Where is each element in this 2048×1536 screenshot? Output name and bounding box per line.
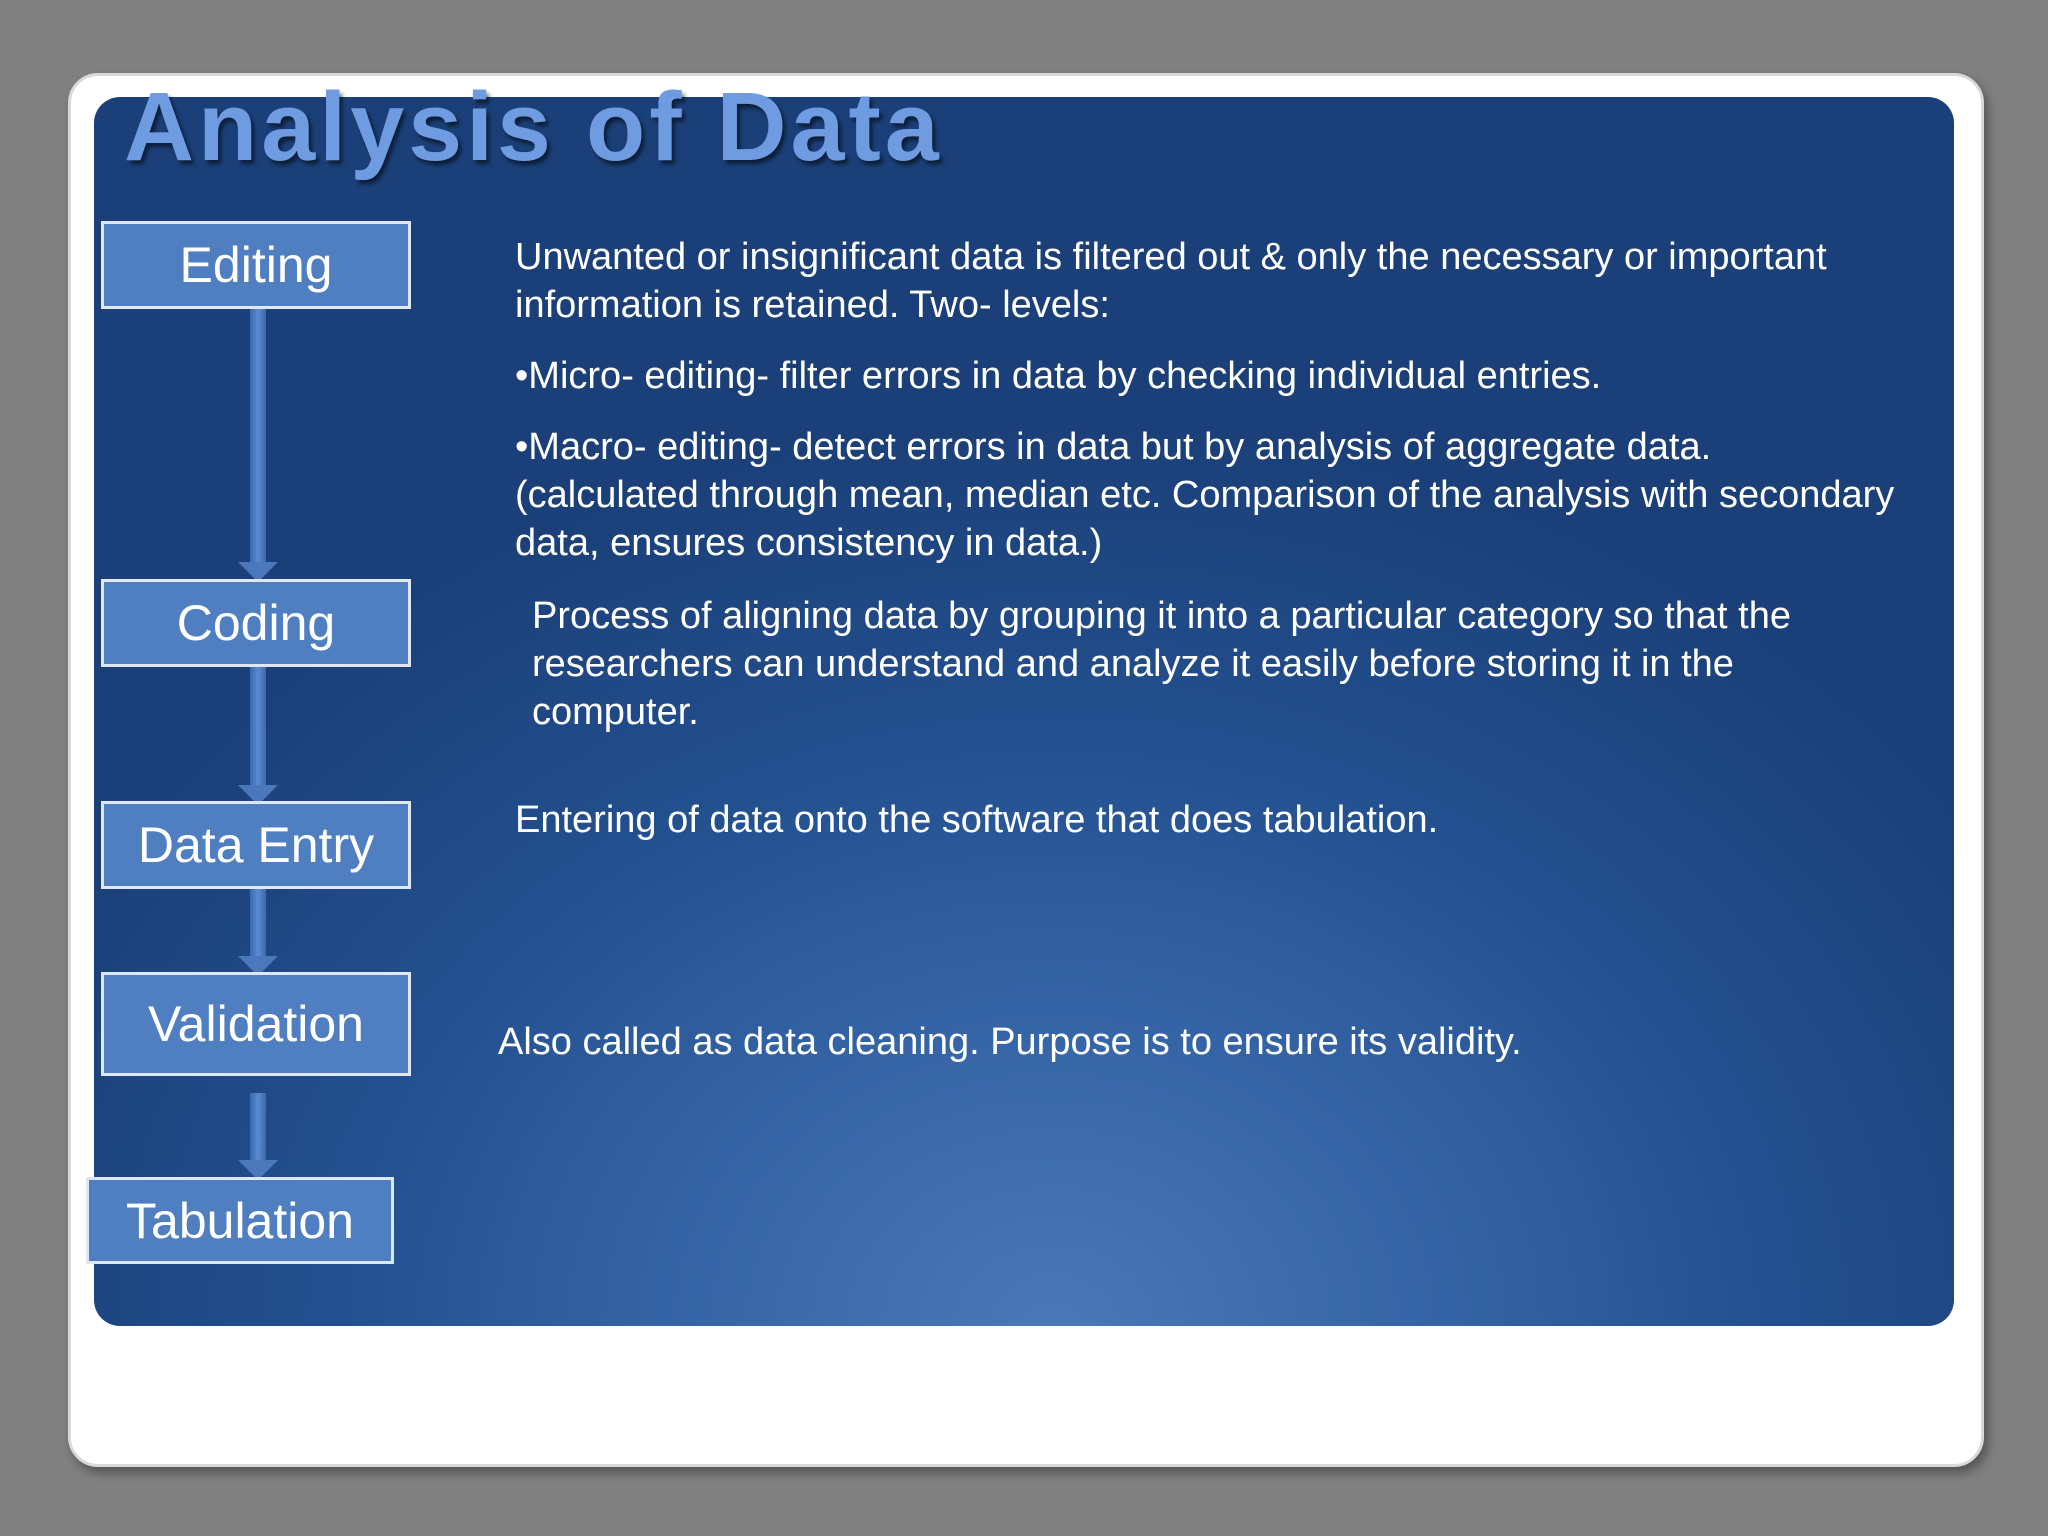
data-entry-text: Entering of data onto the software that does tabulation.: [515, 799, 1439, 841]
validation-description: [498, 1018, 1898, 1066]
step-data-entry: Data Entry: [101, 801, 411, 889]
coding-text: Process of aligning data by grouping it into a particular category so that the researchers can understand and analyze it easily before storing it in the computer.: [532, 595, 1791, 733]
arrow-down-icon: [238, 887, 278, 976]
coding-description: [532, 592, 1902, 736]
data-entry-description: [515, 796, 1905, 844]
step-tabulation: Tabulation: [86, 1177, 394, 1264]
editing-micro-bullet: •Micro- editing- filter errors in data by checking individual entries.: [515, 355, 1602, 397]
step-editing: Editing: [101, 221, 411, 309]
editing-description: [515, 233, 1905, 567]
slide-title: Analysis of Data: [124, 72, 943, 181]
step-validation: Validation: [101, 972, 411, 1076]
arrow-down-icon: [238, 1093, 278, 1180]
arrow-down-icon: [238, 307, 278, 582]
editing-intro: Unwanted or insignificant data is filtered out & only the necessary or important information is retained. Two- levels:: [515, 236, 1827, 326]
arrow-down-icon: [238, 665, 278, 805]
step-coding: Coding: [101, 579, 411, 667]
editing-macro-bullet: •Macro- editing- detect errors in data but by analysis of aggregate data. (calculated through mean, median etc. Comparison of the analysis with secondary data, ensures consistency in data.): [515, 426, 1895, 564]
validation-text: Also called as data cleaning. Purpose is to ensure its validity.: [498, 1021, 1522, 1063]
